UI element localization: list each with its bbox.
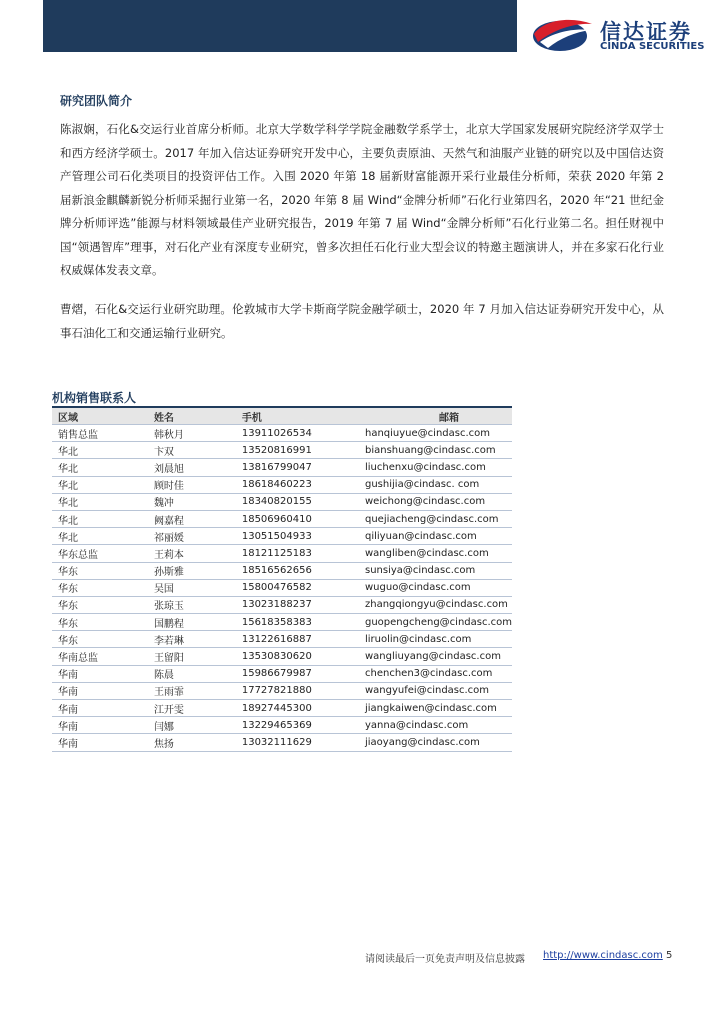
table-row	[52, 700, 512, 717]
cell-name: 焦扬	[126, 734, 226, 751]
table-row	[52, 442, 512, 459]
table-row	[52, 631, 512, 648]
cinda-logo	[530, 14, 710, 54]
cell-phone: 15618358383	[226, 614, 359, 631]
cell-phone: 13032111629	[226, 734, 359, 751]
cell-region: 华东	[52, 579, 126, 596]
cell-email[interactable]: sunsiya@cindasc.com	[359, 562, 512, 579]
cell-region: 销售总监	[52, 425, 126, 442]
cell-phone: 18121125183	[226, 545, 359, 562]
cell-name: 江开雯	[126, 700, 226, 717]
cell-name: 国鹏程	[126, 614, 226, 631]
cell-phone: 13816799047	[226, 459, 359, 476]
cell-email[interactable]: quejiacheng@cindasc.com	[359, 510, 512, 527]
cell-phone: 13229465369	[226, 717, 359, 734]
table-row	[52, 648, 512, 665]
cell-email[interactable]: zhangqiongyu@cindasc.com	[359, 596, 512, 613]
cell-name: 陈晨	[126, 665, 226, 682]
cell-name: 王留阳	[126, 648, 226, 665]
cell-name: 孙斯雅	[126, 562, 226, 579]
cell-email[interactable]: yanna@cindasc.com	[359, 717, 512, 734]
logo-chinese-text: 信达证券	[600, 20, 692, 44]
table-row	[52, 734, 512, 751]
table-row	[52, 562, 512, 579]
cell-phone: 13911026534	[226, 425, 359, 442]
cell-phone: 13122616887	[226, 631, 359, 648]
cell-phone: 13023188237	[226, 596, 359, 613]
cell-name: 刘晨旭	[126, 459, 226, 476]
cinda-emblem-icon	[530, 14, 594, 54]
cell-region: 华北	[52, 510, 126, 527]
cell-name: 顾时佳	[126, 476, 226, 493]
cell-email[interactable]: wangliuyang@cindasc.com	[359, 648, 512, 665]
cell-email[interactable]: jiaoyang@cindasc.com	[359, 734, 512, 751]
cell-name: 阙嘉程	[126, 510, 226, 527]
table-row	[52, 717, 512, 734]
cell-phone: 15800476582	[226, 579, 359, 596]
cell-email[interactable]: wangyufei@cindasc.com	[359, 682, 512, 699]
cell-region: 华南	[52, 700, 126, 717]
cell-region: 华东	[52, 614, 126, 631]
table-row	[52, 425, 512, 442]
cell-phone: 15986679987	[226, 665, 359, 682]
cell-name: 祁丽媛	[126, 528, 226, 545]
table-row	[52, 579, 512, 596]
column-header-email: 邮箱	[359, 407, 512, 425]
cell-email[interactable]: gushijia@cindasc. com	[359, 476, 512, 493]
cell-email[interactable]: liruolin@cindasc.com	[359, 631, 512, 648]
cell-region: 华南总监	[52, 648, 126, 665]
cell-phone: 13051504933	[226, 528, 359, 545]
cell-name: 王莉本	[126, 545, 226, 562]
cell-email[interactable]: weichong@cindasc.com	[359, 493, 512, 510]
logo-english-text: CINDA SECURITIES	[600, 41, 705, 52]
cell-email[interactable]: chenchen3@cindasc.com	[359, 665, 512, 682]
cell-phone: 18927445300	[226, 700, 359, 717]
header-band	[43, 0, 517, 52]
table-row	[52, 459, 512, 476]
cell-phone: 18506960410	[226, 510, 359, 527]
cell-region: 华东	[52, 596, 126, 613]
cell-name: 王雨霏	[126, 682, 226, 699]
cell-email[interactable]: guopengcheng@cindasc.com	[359, 614, 512, 631]
cell-email[interactable]: liuchenxu@cindasc.com	[359, 459, 512, 476]
cell-name: 张琼玉	[126, 596, 226, 613]
cell-name: 闫娜	[126, 717, 226, 734]
cell-region: 华南	[52, 665, 126, 682]
sales-contacts-title: 机构销售联系人	[52, 391, 137, 405]
cell-name: 韩秋月	[126, 425, 226, 442]
cell-name: 魏冲	[126, 493, 226, 510]
cell-region: 华南	[52, 717, 126, 734]
table-row	[52, 493, 512, 510]
cell-name: 吴国	[126, 579, 226, 596]
cell-phone: 17727821880	[226, 682, 359, 699]
cell-phone: 18516562656	[226, 562, 359, 579]
footer-website-link[interactable]: http://www.cindasc.com	[543, 950, 663, 961]
table-row	[52, 665, 512, 682]
cell-region: 华东总监	[52, 545, 126, 562]
column-header-region: 区域	[52, 407, 126, 425]
cell-email[interactable]: bianshuang@cindasc.com	[359, 442, 512, 459]
bio-paragraph-cao: 曹熠，石化&交运行业研究助理。伦敦城市大学卡斯商学院金融学硕士，2020 年 7 月加入信达证券研究开发中心，从事石油化工和交通运输行业研究。	[60, 302, 664, 340]
cell-email[interactable]: wangliben@cindasc.com	[359, 545, 512, 562]
column-header-name: 姓名	[126, 407, 226, 425]
cell-region: 华北	[52, 528, 126, 545]
table-row	[52, 510, 512, 527]
page-number: 5	[666, 950, 673, 961]
table-row	[52, 682, 512, 699]
cell-phone: 13530830620	[226, 648, 359, 665]
footer-disclaimer-note: 请阅读最后一页免责声明及信息披露	[365, 954, 525, 965]
table-row	[52, 476, 512, 493]
cell-phone: 18340820155	[226, 493, 359, 510]
cell-phone: 13520816991	[226, 442, 359, 459]
table-row	[52, 545, 512, 562]
cell-email[interactable]: hanqiuyue@cindasc.com	[359, 425, 512, 442]
cell-name: 卞双	[126, 442, 226, 459]
bio-paragraph-chen: 陈淑娴，石化&交运行业首席分析师。北京大学数学科学学院金融数学系学士，北京大学国家发展研究院经济学双学士和西方经济学硕士。2017 年加入信达证券研究开发中心，主要负责原油、天然气和油服产业链的研究以及中国信达资产管理公司石化类项目的投资评估工作。入围 2020 年第 18 届新财富能源开采行业最佳分析师，荣获 2020 年第 2 届新浪金麒麟新锐分析师采掘行业第一名，2020 年第 8 届 Wind“金牌分析师”石化行业第四名，2020 年“21 世纪金牌分析师评选”能源与材料领域最佳产业研究报告，2019 年第 7 届 Wind“金牌分析师”石化行业第二名。担任财视中国“领遇智库”理事，对石化产业有深度专业研究，曾多次担任石化行业大型会议的特邀主题演讲人，并在多家石化行业权威媒体发表文章。	[60, 122, 664, 277]
cell-region: 华南	[52, 682, 126, 699]
cell-region: 华南	[52, 734, 126, 751]
column-header-phone: 手机	[226, 407, 359, 425]
cell-region: 华东	[52, 562, 126, 579]
cell-email[interactable]: qiliyuan@cindasc.com	[359, 528, 512, 545]
table-row	[52, 596, 512, 613]
table-header-row	[52, 407, 512, 425]
cell-region: 华东	[52, 631, 126, 648]
table-body	[52, 425, 512, 752]
cell-region: 华北	[52, 442, 126, 459]
cell-email[interactable]: wuguo@cindasc.com	[359, 579, 512, 596]
cell-region: 华北	[52, 493, 126, 510]
cell-phone: 18618460223	[226, 476, 359, 493]
cell-region: 华北	[52, 459, 126, 476]
research-team-title: 研究团队简介	[60, 94, 133, 108]
sales-contacts-table	[52, 406, 512, 752]
cell-email[interactable]: jiangkaiwen@cindasc.com	[359, 700, 512, 717]
cell-name: 李若琳	[126, 631, 226, 648]
table-row	[52, 528, 512, 545]
cell-region: 华北	[52, 476, 126, 493]
table-row	[52, 614, 512, 631]
